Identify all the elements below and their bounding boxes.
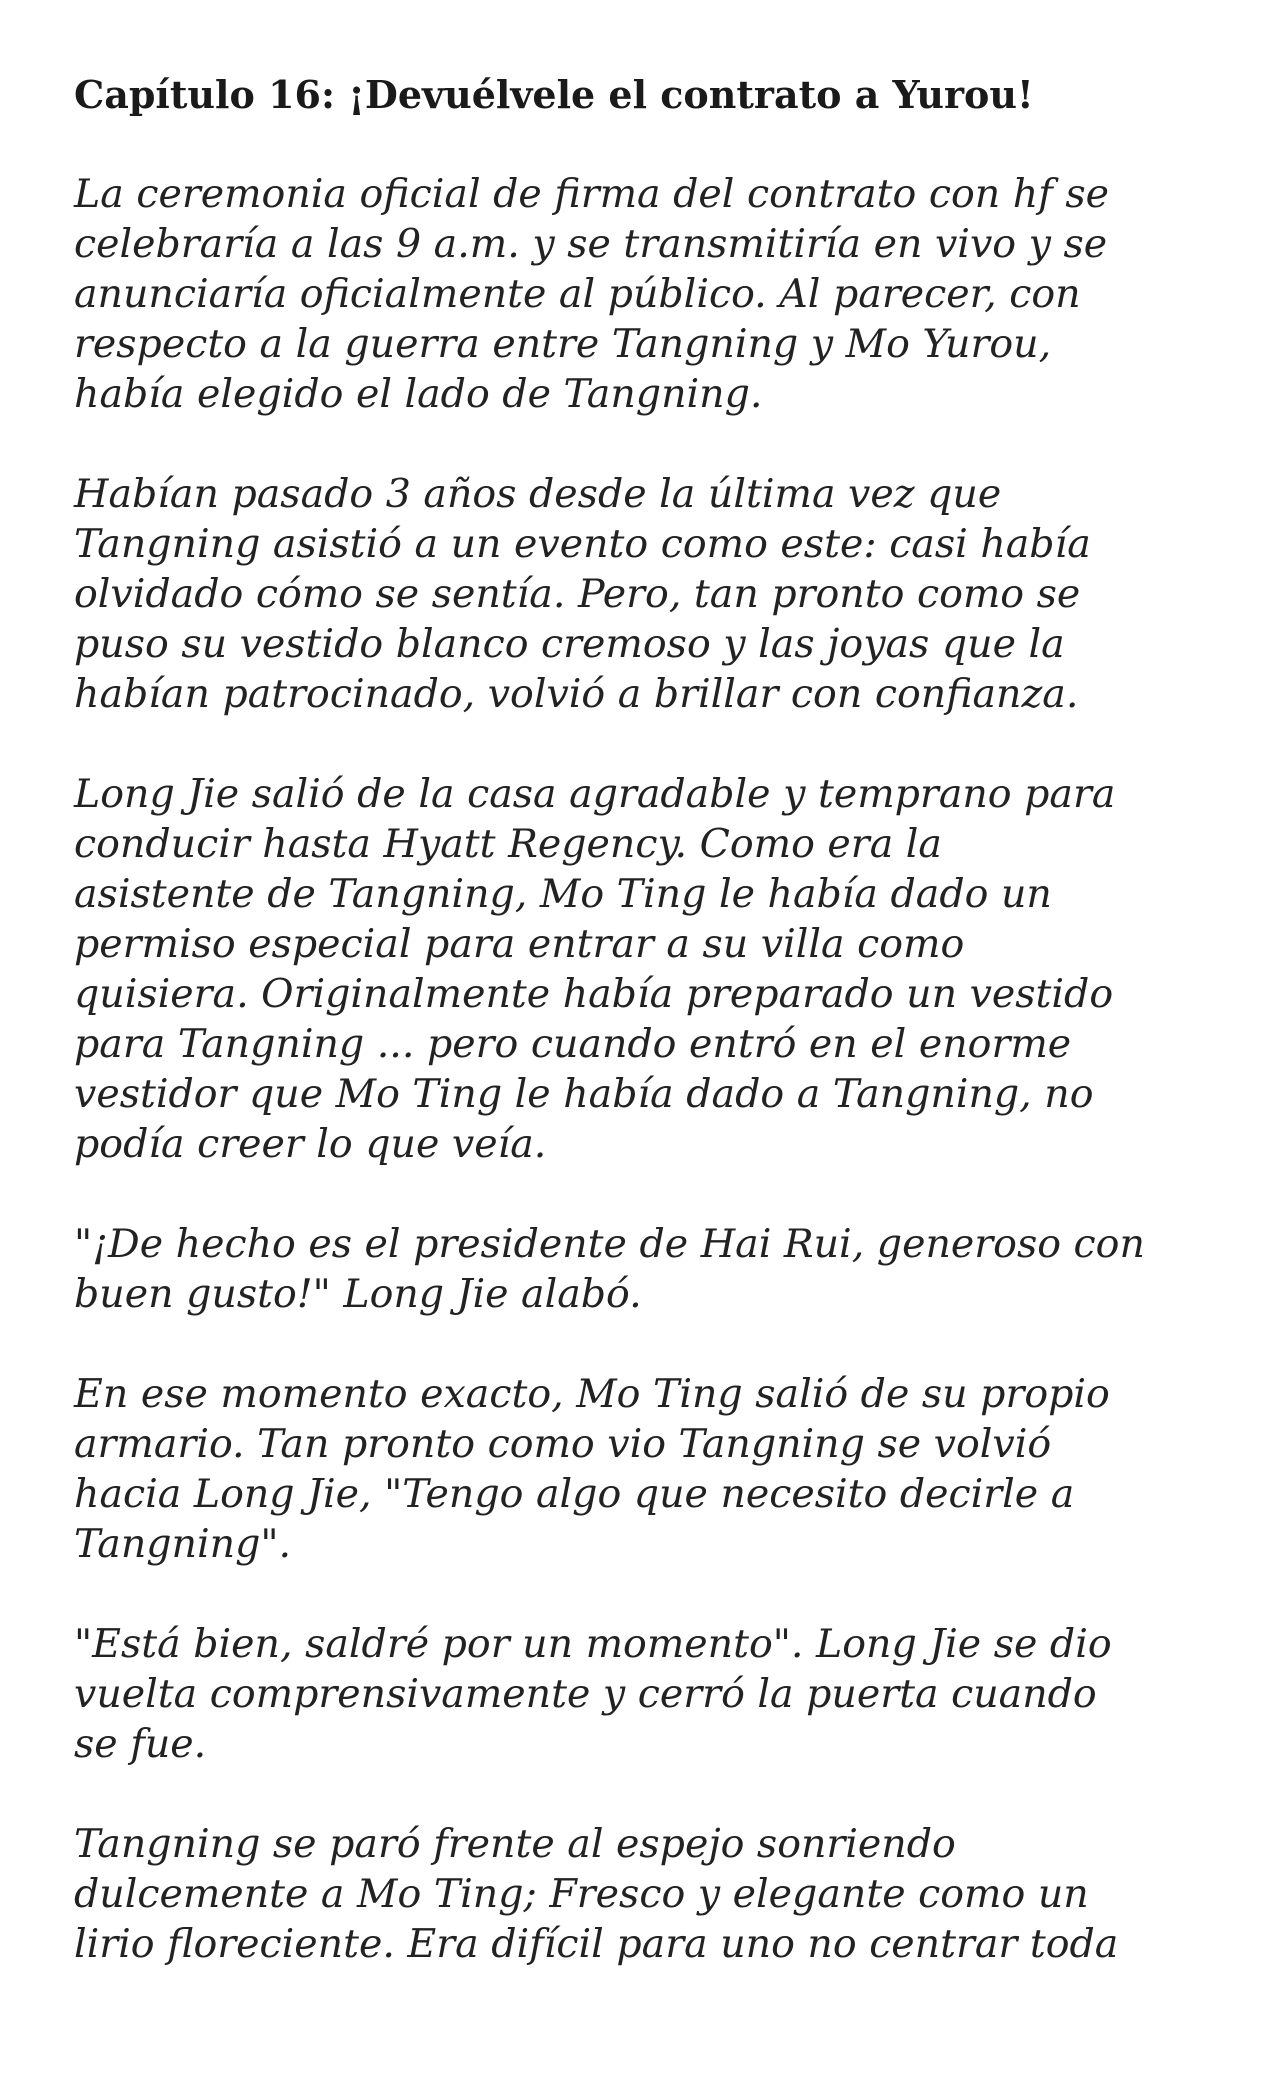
chapter-page [74, 70, 1214, 2019]
text-line: Habían pasado 3 años desde la última vez que [74, 471, 1002, 517]
paragraph [74, 169, 1214, 419]
paragraph [74, 469, 1214, 719]
text-line: respecto a la guerra entre Tangning y Mo Yurou, [74, 321, 1052, 367]
text-line: habían patrocinado, volvió a brillar con confianza. [74, 671, 1079, 717]
text-line: anunciaría oficialmente al público. Al parecer, con [74, 271, 1081, 317]
text-line: había elegido el lado de Tangning. [74, 371, 763, 417]
text-line: podía creer lo que veía. [74, 1121, 547, 1167]
text-line: lirio floreciente. Era difícil para uno no centrar toda [74, 1921, 1119, 1967]
text-line: dulcemente a Mo Ting; Fresco y elegante como un [74, 1871, 1089, 1917]
text-line: En ese momento exacto, Mo Ting salió de su propio [74, 1371, 1110, 1417]
text-line: Tangning se paró frente al espejo sonriendo [74, 1821, 956, 1867]
paragraph [74, 1819, 1214, 1969]
text-line: Tangning". [74, 1521, 292, 1567]
text-line: para Tangning ... pero cuando entró en el enorme [74, 1021, 1072, 1067]
paragraph [74, 769, 1214, 1169]
text-line: buen gusto!" Long Jie alabó. [74, 1271, 642, 1317]
text-line: "¡De hecho es el presidente de Hai Rui, generoso con [74, 1221, 1145, 1267]
text-line: olvidado cómo se sentía. Pero, tan pronto como se [74, 571, 1081, 617]
paragraph [74, 1369, 1214, 1569]
text-line: puso su vestido blanco cremoso y las joyas que la [74, 621, 1065, 667]
chapter-title: Capítulo 16: ¡Devuélvele el contrato a Yurou! [74, 72, 1034, 117]
text-line: quisiera. Originalmente había preparado un vestido [74, 971, 1114, 1017]
text-line: Long Jie salió de la casa agradable y temprano para [74, 771, 1116, 817]
text-line: asistente de Tangning, Mo Ting le había dado un [74, 871, 1052, 917]
text-line: celebraría a las 9 a.m. y se transmitiría en vivo y se [74, 221, 1108, 267]
text-line: "Está bien, saldré por un momento". Long Jie se dio [74, 1621, 1112, 1667]
text-line: hacia Long Jie, "Tengo algo que necesito decirle a [74, 1471, 1075, 1517]
text-line: vuelta comprensivamente y cerró la puerta cuando [74, 1671, 1097, 1717]
text-line: Tangning asistió a un evento como este: casi había [74, 521, 1091, 567]
text-line: conducir hasta Hyatt Regency. Como era la [74, 821, 942, 867]
paragraph [74, 1219, 1214, 1319]
text-line: permiso especial para entrar a su villa como [74, 921, 965, 967]
paragraph [74, 1619, 1214, 1769]
text-line: vestidor que Mo Ting le había dado a Tangning, no [74, 1071, 1094, 1117]
text-line: se fue. [74, 1721, 207, 1767]
text-line: La ceremonia oficial de firma del contrato con hf se [74, 171, 1110, 217]
text-line: armario. Tan pronto como vio Tangning se volvió [74, 1421, 1052, 1467]
